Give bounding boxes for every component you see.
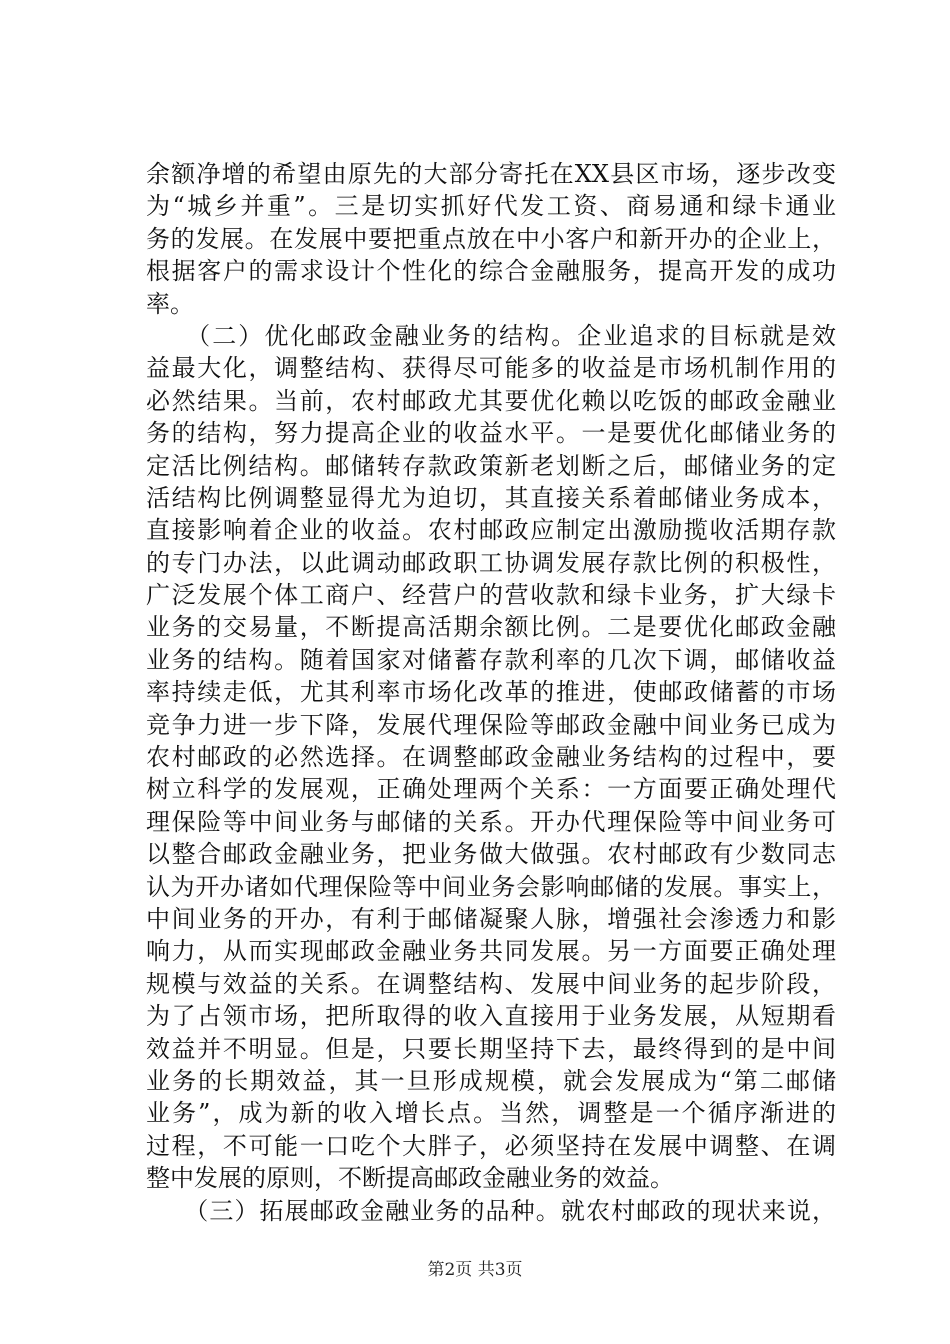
- text-line: 业务的结构。随着国家对储蓄存款利率的几次下调，邮储收益: [146, 645, 836, 674]
- text-line: 余额净增的希望由原先的大部分寄托在XX县区市场，逐步改变: [146, 160, 836, 188]
- page-footer: 第2页 共3页: [427, 1260, 523, 1280]
- text-line: 理保险等中间业务与邮储的关系。开办代理保险等中间业务可: [146, 807, 836, 836]
- text-line: 务的发展。在发展中要把重点放在中小客户和新开办的企业上，: [146, 224, 836, 253]
- text-line: 根据客户的需求设计个性化的综合金融服务，提高开发的成功: [146, 257, 836, 286]
- text-line: 中间业务的开办，有利于邮储凝聚人脉，增强社会渗透力和影: [146, 904, 836, 933]
- text-line: 为了占领市场，把所取得的收入直接用于业务发展，从短期看: [146, 1002, 836, 1031]
- text-line: 率。: [146, 289, 194, 318]
- text-line: 效益并不明显。但是，只要长期坚持下去，最终得到的是中间: [146, 1034, 836, 1063]
- text-line: （三）拓展邮政金融业务的品种。就农村邮政的现状来说，: [146, 1196, 836, 1225]
- text-line: 树立科学的发展观，正确处理两个关系：一方面要正确处理代: [146, 775, 836, 804]
- text-line: 的专门办法，以此调动邮政职工协调发展存款比例的积极性，: [146, 548, 836, 577]
- text-line: 务的结构，努力提高企业的收益水平。一是要优化邮储业务的: [146, 419, 836, 448]
- text-line: （二）优化邮政金融业务的结构。企业追求的目标就是效: [146, 321, 836, 350]
- text-line: 活结构比例调整显得尤为迫切，其直接关系着邮储业务成本，: [146, 483, 836, 512]
- text-line: 竞争力进一步下降，发展代理保险等邮政金融中间业务已成为: [146, 710, 836, 739]
- text-line: 以整合邮政金融业务，把业务做大做强。农村邮政有少数同志: [146, 840, 836, 869]
- text-line: 业务的交易量，不断提高活期余额比例。二是要优化邮政金融: [146, 613, 836, 642]
- text-line: 农村邮政的必然选择。在调整邮政金融业务结构的过程中，要: [146, 743, 836, 772]
- text-line: 必然结果。当前，农村邮政尤其要优化赖以吃饭的邮政金融业: [146, 386, 836, 415]
- text-line: 率持续走低，尤其利率市场化改革的推进，使邮政储蓄的市场: [146, 678, 836, 707]
- text-line: 定活比例结构。邮储转存款政策新老划断之后，邮储业务的定: [146, 451, 836, 480]
- text-line: 规模与效益的关系。在调整结构、发展中间业务的起步阶段，: [146, 969, 836, 998]
- text-line: 为“城乡并重”。三是切实抓好代发工资、商易通和绿卡通业: [146, 192, 836, 221]
- text-line: 直接影响着企业的收益。农村邮政应制定出激励揽收活期存款: [146, 516, 836, 545]
- text-line: 广泛发展个体工商户、经营户的营收款和绿卡业务，扩大绿卡: [146, 581, 836, 610]
- body-text: [146, 158, 836, 1227]
- text-line: 整中发展的原则，不断提高邮政金融业务的效益。: [146, 1164, 674, 1193]
- text-line: 认为开办诸如代理保险等中间业务会影响邮储的发展。事实上，: [146, 872, 836, 901]
- text-line: 业务”，成为新的收入增长点。当然，调整是一个循序渐进的: [146, 1099, 836, 1128]
- text-line: 响力，从而实现邮政金融业务共同发展。另一方面要正确处理: [146, 937, 836, 966]
- text-line: 过程，不可能一口吃个大胖子，必须坚持在发展中调整、在调: [146, 1131, 836, 1160]
- text-line: 业务的长期效益，其一旦形成规模，就会发展成为“第二邮储: [146, 1066, 836, 1095]
- text-line: 益最大化，调整结构、获得尽可能多的收益是市场机制作用的: [146, 354, 836, 383]
